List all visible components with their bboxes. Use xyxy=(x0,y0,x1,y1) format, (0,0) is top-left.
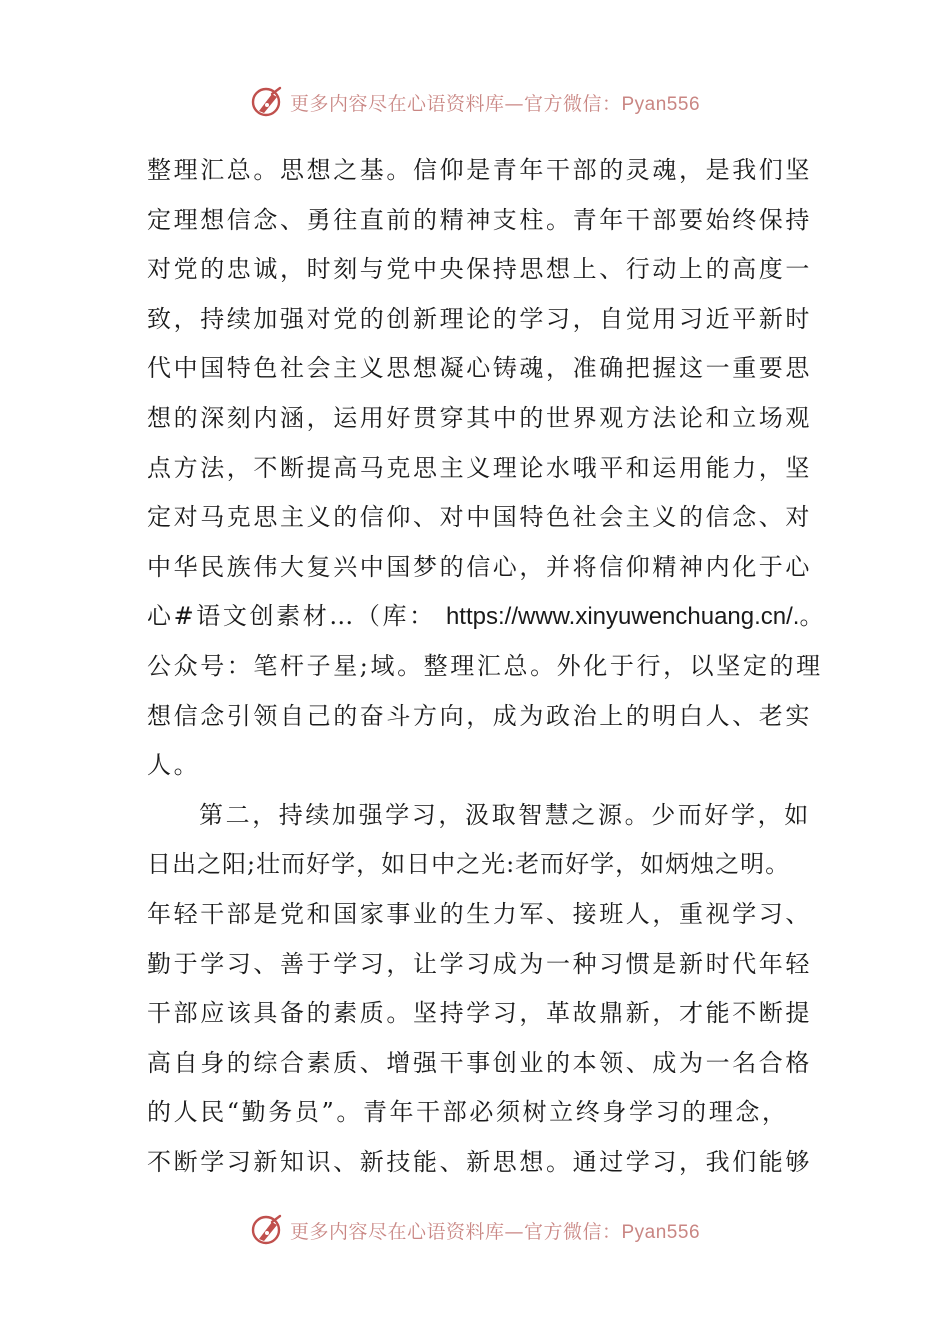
text-line: 人。 xyxy=(147,751,201,780)
text-line: 的人民“勤务员”。青年干部必须树立终身学习的理念， xyxy=(147,1098,789,1127)
text-line: 高自身的综合素质、增强干事创业的本领、成为一名合格 xyxy=(147,1048,812,1077)
text-line: 勤于学习、善于学习，让学习成为一种习惯是新时代年轻 xyxy=(147,949,812,978)
text-line: 中华民族伟大复兴中国梦的信心，并将信仰精神内化于心 xyxy=(147,552,812,581)
text-line-with-url xyxy=(147,592,824,642)
text-line: 日出之阳;壮而好学，如日中之光:老而好学，如炳烛之明。 xyxy=(147,850,791,879)
text-line: 定对马克思主义的信仰、对中国特色社会主义的信念、对 xyxy=(147,503,812,532)
footer-wechat-id: Pyan556 xyxy=(621,1221,701,1243)
text-line: 对党的忠诚，时刻与党中央保持思想上、行动上的高度一 xyxy=(147,255,812,284)
header-wechat-id: Pyan556 xyxy=(621,93,701,115)
text-line: 公众号：笔杆子星;域。整理汇总。外化于行，以坚定的理 xyxy=(147,651,823,680)
text-line: 致，持续加强对党的创新理论的学习，自觉用习近平新时 xyxy=(147,304,812,333)
footer-banner-text: 更多内容尽在心语资料库—官方微信：Pyan556 xyxy=(289,1220,701,1243)
text-line: 整理汇总。思想之基。信仰是青年干部的灵魂，是我们坚 xyxy=(147,156,812,184)
text-line: 想信念引领自己的奋斗方向，成为政治上的明白人、老实 xyxy=(147,701,812,730)
text-line: 年轻干部是党和国家事业的生力军、接班人，重视学习、 xyxy=(147,899,812,928)
pen-nib-seal-icon xyxy=(250,1213,284,1247)
text-line: 想的深刻内涵，运用好贯穿其中的世界观方法论和立场观 xyxy=(147,403,812,432)
footer-banner xyxy=(0,1208,950,1252)
text-line: 干部应该具备的素质。坚持学习，革故鼎新，才能不断提 xyxy=(147,999,812,1028)
text-line: 点方法，不断提高马克思主义理论水哦平和运用能力，坚 xyxy=(147,453,812,482)
pen-nib-seal-icon xyxy=(250,85,284,119)
paragraph-start-line: 第二，持续加强学习，汲取智慧之源。少而好学，如 xyxy=(199,800,811,829)
text-segment: 心#语文创素材…（库： xyxy=(147,602,436,631)
text-line: 代中国特色社会主义思想凝心铸魂，准确把握这一重要思 xyxy=(147,354,812,383)
header-banner xyxy=(0,80,950,124)
document-body xyxy=(147,146,824,1187)
source-url: https://www.xinyuwenchuang.cn/.。 xyxy=(445,603,824,631)
text-line: 不断学习新知识、新技能、新思想。通过学习，我们能够 xyxy=(147,1147,812,1176)
text-line: 定理想信念、勇往直前的精神支柱。青年干部要始终保持 xyxy=(147,205,812,234)
header-banner-text: 更多内容尽在心语资料库—官方微信：Pyan556 xyxy=(289,92,701,115)
